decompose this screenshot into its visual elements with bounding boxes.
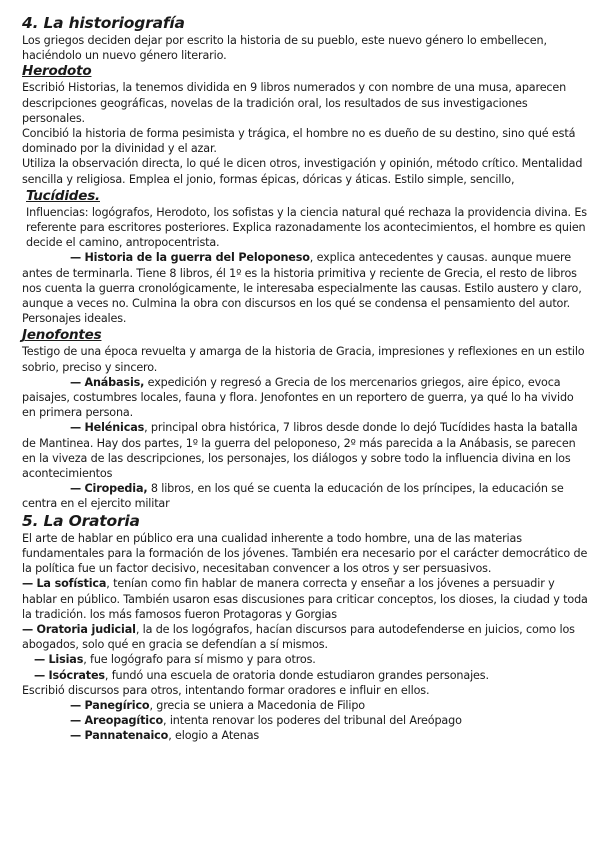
herodoto-paragraph-3: Utiliza la observación directa, lo qué le dicen otros, investigación y opinión, método crítico. Mentalidad sencilla y religiosa. Emplea el jonio, formas épicas, dóricas y áticas. Estilo simple, sencillo, xyxy=(22,157,583,186)
section-4-intro: Los griegos deciden dejar por escrito la historia de su pueblo, este nuevo género lo embellecen, haciéndolo un nuevo género literario. xyxy=(22,34,547,63)
herodoto-heading: Herodoto xyxy=(22,63,92,80)
work-title-panegirico: Panegírico xyxy=(84,698,150,712)
work-title-ciropedia: Ciropedia, xyxy=(84,482,148,496)
oratoria-work-areopagitico xyxy=(22,713,590,728)
herodoto-paragraph-1: Escribió Historias, la tenemos dividida en 9 libros numerados y con nombre de una musa, aparecen descripciones geográficas, novelas de la tradición oral, los resultados de sus investigaciones personales. xyxy=(22,81,567,125)
tucidides-paragraph-1: Influencias: logógrafos, Herodoto, los sofistas y la ciencia natural qué rechaza la providencia divina. Es referente para escritores posteriores. Explica razonadamente los acontecimientos, el hombre es quien decide el camino, antropocentrista. xyxy=(26,205,587,250)
work-text-peloponeso: , explica antecedentes y causas. aunque muere antes de terminarla. Tiene 8 libros, él 1º es la historia primitiva y reciente de Grecia, el resto de libros nos cuenta la guerra cronológicamente, le interesaba especialmente las causas. Estilo austero y claro, aunque a veces no. Culmina la obra con discursos en los qué se condensa el pensamiento del autor. Personajes ideales. xyxy=(22,251,582,326)
jenofontes-paragraph-1: Testigo de una época revuelta y amarga de la historia de Gracia, impresiones y reflexiones en un estilo sobrio, preciso y sincero. xyxy=(22,345,585,374)
oratoria-work-panegirico xyxy=(22,698,590,713)
dash: — xyxy=(70,482,82,496)
work-title-areopagitico: Areopagítico xyxy=(84,714,164,728)
dash: — xyxy=(34,668,46,682)
isocrates-title: Isócrates xyxy=(48,668,105,682)
isocrates-paragraph xyxy=(22,668,590,683)
work-text-panegirico: , grecia se uniera a Macedonia de Filipo xyxy=(149,698,365,712)
oratoria-work-pannatenaico xyxy=(22,728,590,743)
work-text-ciropedia: 8 libros, en los qué se cuenta la educación de los príncipes, la educación se centra en el ejercito militar xyxy=(22,482,564,511)
work-text-helenicas: , principal obra histórica, 7 libros desde donde lo dejó Tucídides hasta la batalla de Mantinea. Hay dos partes, 1º la guerra del peloponeso, 2º más parecida a la Anábasis, se parecen en la viveza de las descripciones, los personajes, los diálogos y sobre todo la influencia divina en los acontecimientos xyxy=(22,421,578,481)
work-title-helenicas: Helénicas xyxy=(84,421,145,435)
dash: — xyxy=(70,698,82,712)
dash: — xyxy=(22,577,34,591)
isocrates-after: Escribió discursos para otros, intentando formar oradores e influir en ellos. xyxy=(22,683,430,697)
tucidides-heading: Tucídides. xyxy=(26,187,100,204)
isocrates-text: , fundó una escuela de oratoria donde estudiaron grandes personajes. xyxy=(104,668,489,682)
document-page xyxy=(22,14,590,744)
judicial-title: Oratoria judicial xyxy=(36,622,136,636)
jenofontes-work-helenicas xyxy=(22,420,590,481)
sofistica-title: La sofística xyxy=(36,577,107,591)
jenofontes-work-ciropedia xyxy=(22,481,590,511)
work-text-anabasis: expedición y regresó a Grecia de los mercenarios griegos, aire épico, evoca paisajes, costumbres locales, fauna y flora. Jenofontes en un reportero de guerra, ya qué lo ha vivido en primera persona. xyxy=(22,375,574,420)
lisias-text: , fue logógrafo para sí mismo y para otros. xyxy=(83,653,316,667)
section-5-title: 5. La Oratoria xyxy=(22,511,140,530)
work-title-anabasis: Anábasis, xyxy=(84,375,145,389)
dash: — xyxy=(70,729,82,743)
judicial-text: , la de los logógrafos, hacían discursos para autodefenderse en juicios, como los abogados, solo qué en gracia se defendían a sí mismos. xyxy=(22,622,575,652)
lisias-title: Lisias xyxy=(48,653,84,667)
herodoto-paragraph-2: Concibió la historia de forma pesimista y trágica, el hombre no es dueño de su destino, sino qué está dominado por la divinidad y el azar. xyxy=(22,127,576,156)
section-4-title: 4. La historiografía xyxy=(22,14,185,32)
lisias-paragraph xyxy=(22,652,590,667)
dash: — xyxy=(22,622,34,636)
dash: — xyxy=(70,421,82,435)
dash: — xyxy=(70,714,82,728)
work-title-peloponeso: Historia de la guerra del Peloponeso xyxy=(84,251,310,265)
sofistica-paragraph xyxy=(22,576,590,622)
jenofontes-work-anabasis xyxy=(22,375,590,421)
dash: — xyxy=(34,653,46,667)
dash: — xyxy=(70,375,82,389)
work-text-areopagitico: , intenta renovar los poderes del tribunal del Areópago xyxy=(163,714,462,728)
jenofontes-heading: Jenofontes xyxy=(22,327,102,344)
tucidides-work xyxy=(22,250,590,326)
work-title-pannatenaico: Pannatenaico xyxy=(84,729,169,743)
dash: — xyxy=(70,251,82,265)
section-5-intro: El arte de hablar en público era una cualidad inherente a todo hombre, una de las materias fundamentales para la formación de los jóvenes. También era necesario por el carácter democrático de la política fue un factor decisivo, necesitaban convencer a los otros y ser persuasivos. xyxy=(22,531,588,576)
sofistica-text: , tenían como fin hablar de manera correcta y enseñar a los jóvenes a persuadir y hablar en público. También usaron esas discusiones para criticar conceptos, los dioses, la ciudad y toda la tradición. los más famosos fueron Protagoras y Gorgias xyxy=(22,577,588,621)
work-text-pannatenaico: , elogio a Atenas xyxy=(168,729,260,743)
judicial-paragraph xyxy=(22,622,590,652)
